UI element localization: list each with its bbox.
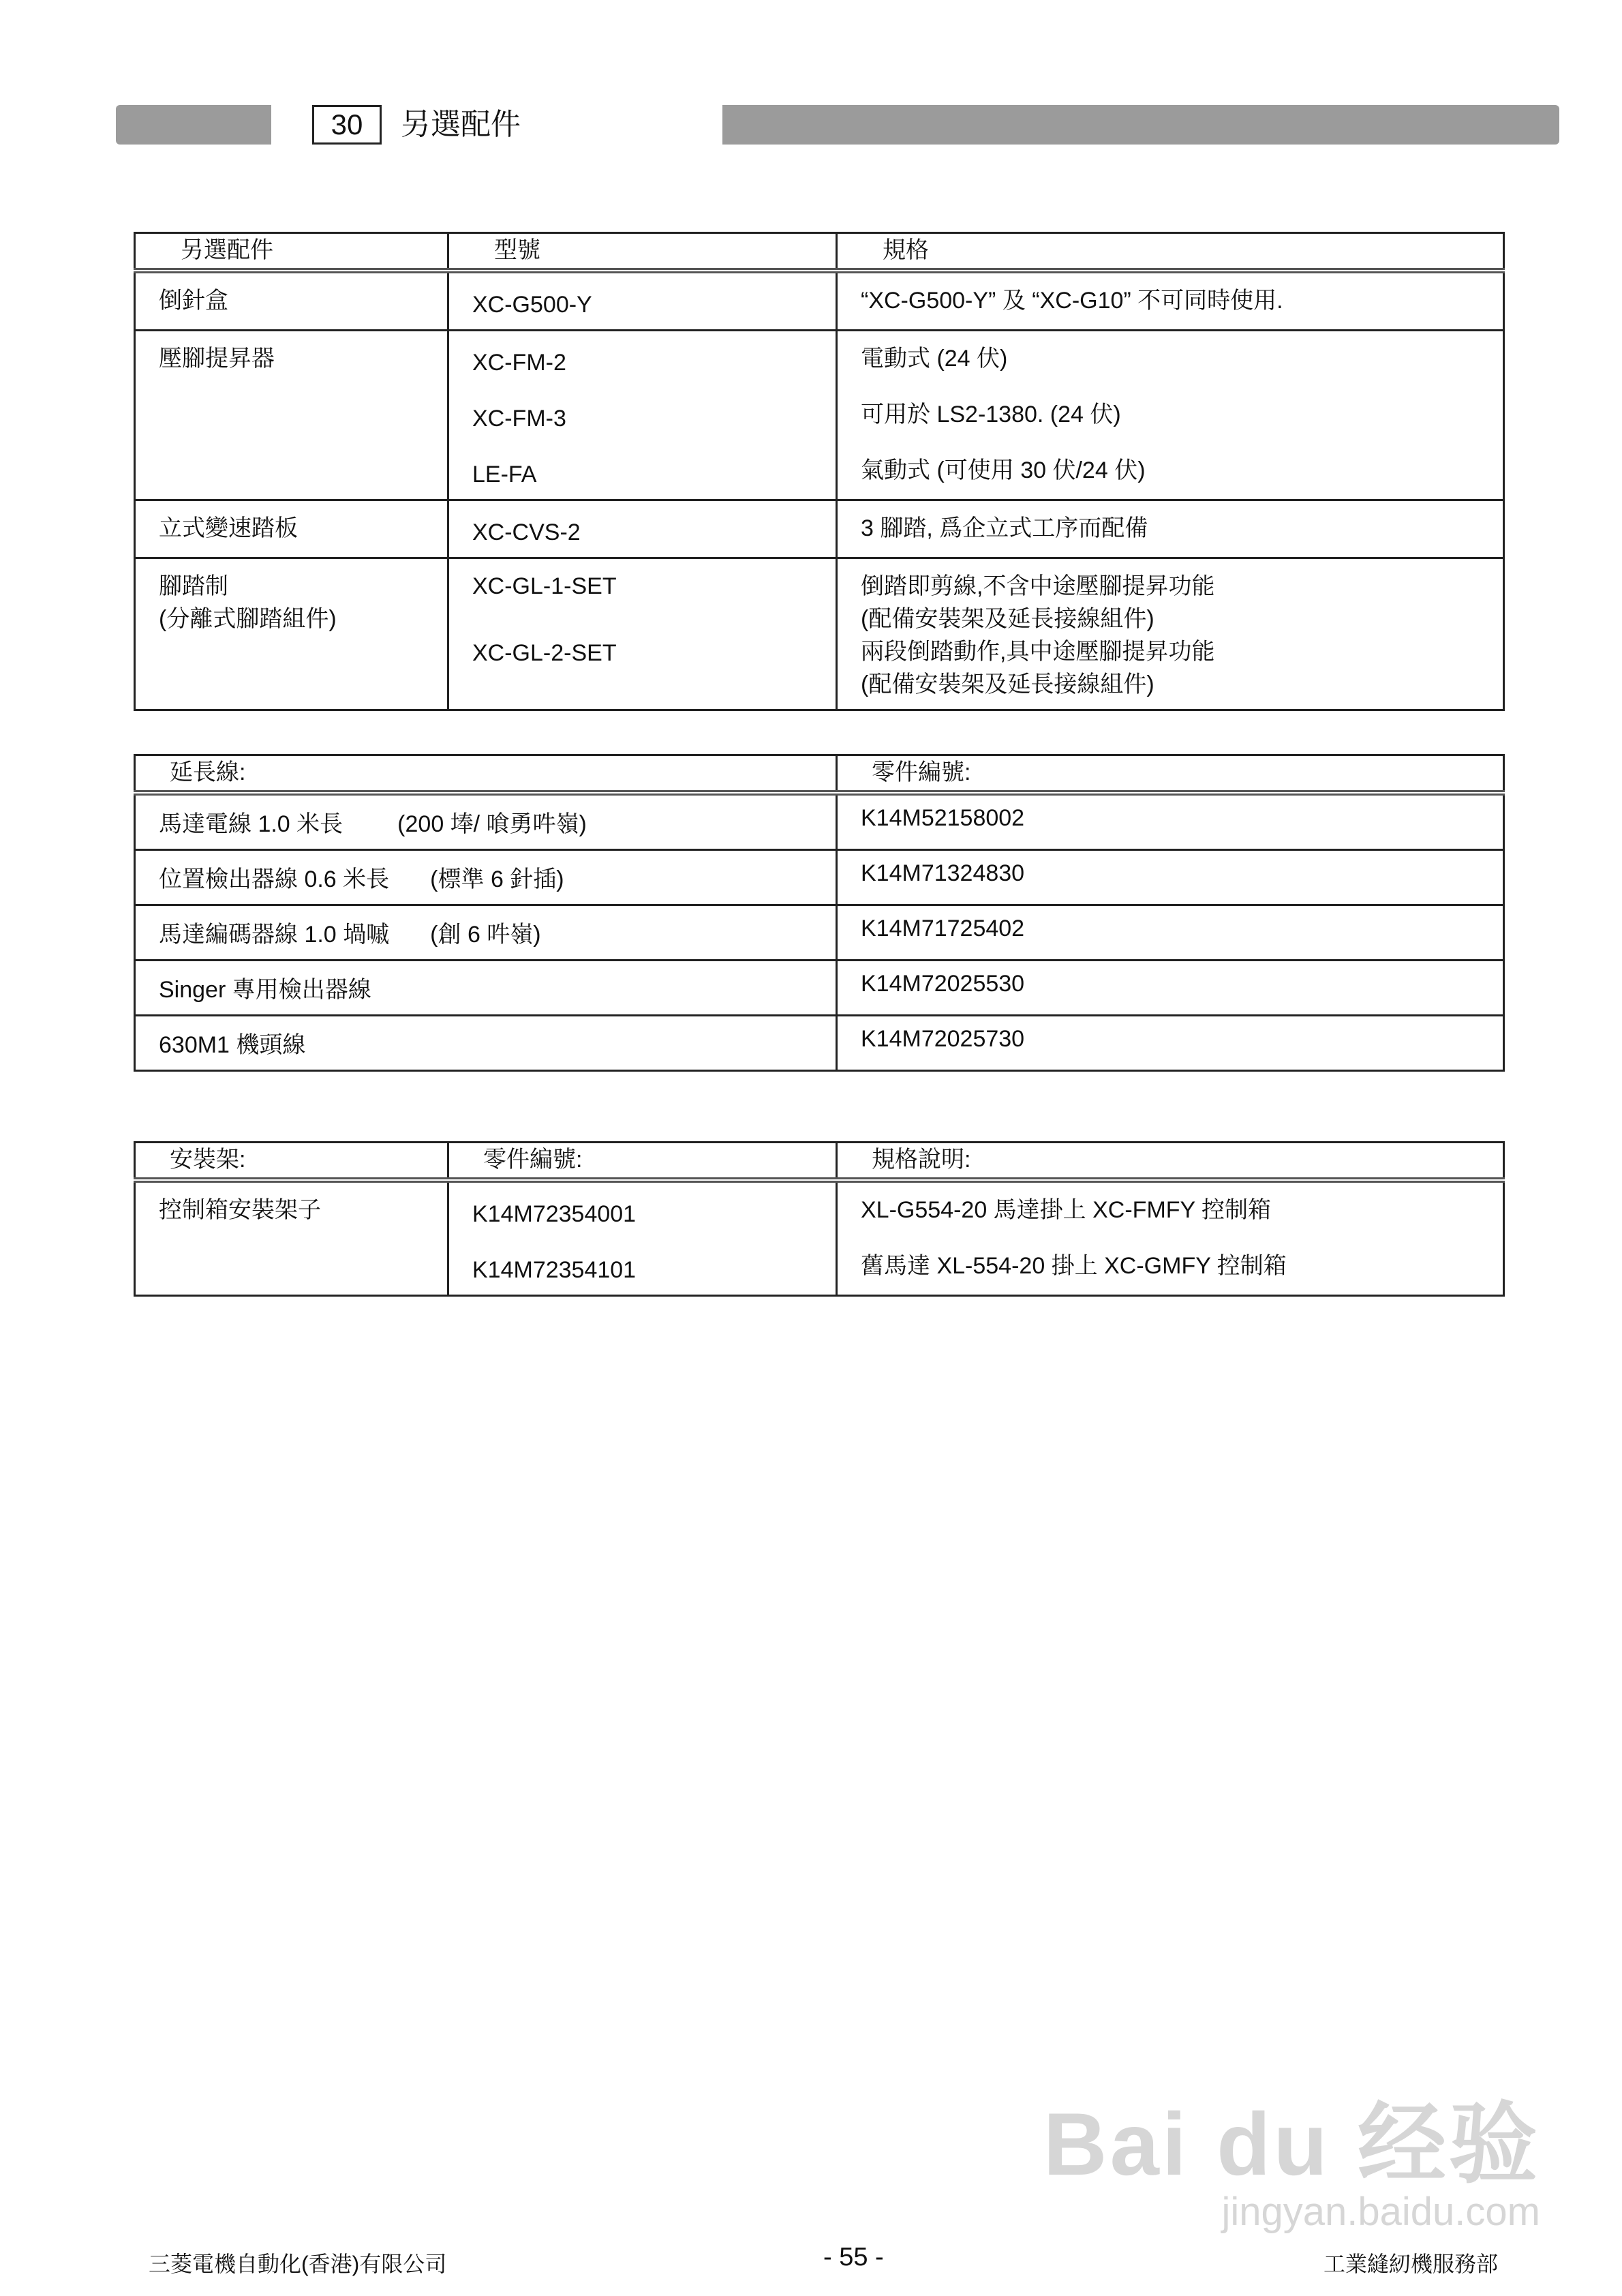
cable-part-no: K14M72025730 <box>837 1016 1504 1071</box>
option-model: XC-FM-2 XC-FM-3 LE-FA <box>448 331 837 500</box>
cable-part-no: K14M71725402 <box>837 905 1504 961</box>
header-part-no: 零件編號: <box>448 1143 837 1181</box>
cable-note: (創 6 吽嶺) <box>430 922 541 948</box>
option-model: XC-G500-Y <box>448 271 837 331</box>
watermark-logo: Bai du 经验 <box>1043 2094 1540 2194</box>
option-name: 壓腳提昇器 <box>135 331 448 500</box>
header-cable: 延長線: <box>135 755 837 794</box>
cable-name: 630M1 機頭線 <box>135 1016 837 1071</box>
baidu-watermark <box>1043 2094 1540 2236</box>
option-spec: “XC-G500-Y” 及 “XC-G10” 不可同時使用. <box>837 271 1504 331</box>
option-name: 腳踏制 (分離式腳踏組件) <box>135 558 448 710</box>
options-table-header <box>135 233 1504 271</box>
header-bar-left <box>116 105 271 145</box>
cable-name: 馬達編碼器線 1.0 堝嘁 (創 6 吽嶺) <box>135 905 837 961</box>
cable-name: 位置檢出器線 0.6 米長 (標準 6 針插) <box>135 850 837 905</box>
option-spec: 3 腳踏, 爲企立式工序而配備 <box>837 500 1504 558</box>
cable-note: (標準 6 針插) <box>430 866 564 892</box>
table-row <box>135 905 1504 961</box>
header-spec-desc: 規格說明: <box>837 1143 1504 1181</box>
bracket-table-header <box>135 1143 1504 1181</box>
bracket-name: 控制箱安裝架子 <box>135 1180 448 1296</box>
table-row <box>135 558 1504 710</box>
page-number: - 55 - <box>823 2243 884 2271</box>
options-table <box>134 232 1505 711</box>
header-option: 另選配件 <box>135 233 448 271</box>
cable-part-no: K14M72025530 <box>837 961 1504 1016</box>
section-title: 另選配件 <box>401 108 521 141</box>
header-model: 型號 <box>448 233 837 271</box>
cable-table <box>134 754 1505 1072</box>
table-row <box>135 271 1504 331</box>
option-name: 立式變速踏板 <box>135 500 448 558</box>
option-name: 倒針盒 <box>135 271 448 331</box>
footer-department: 工業縫紉機服務部 <box>1323 2252 1499 2276</box>
watermark-url: jingyan.baidu.com <box>1221 2190 1540 2234</box>
section-number: 30 <box>312 105 382 145</box>
table-row <box>135 1016 1504 1071</box>
table-row <box>135 500 1504 558</box>
cable-part-no: K14M71324830 <box>837 850 1504 905</box>
bracket-part-no: K14M72354001 K14M72354101 <box>448 1180 837 1296</box>
cable-part-no: K14M52158002 <box>837 793 1504 850</box>
option-model: XC-GL-1-SET XC-GL-2-SET <box>448 558 837 710</box>
bracket-table <box>134 1141 1505 1297</box>
option-spec: 倒踏即剪線,不含中途壓腳提昇功能 (配備安裝架及延長接線組件) 兩段倒踏動作,具中途壓腳提昇功能 (配備安裝架及延長接線組件) <box>837 558 1504 710</box>
cable-name: Singer 專用檢出器線 <box>135 961 837 1016</box>
header-part-no: 零件編號: <box>837 755 1504 794</box>
header-bar-right <box>722 105 1559 145</box>
header-bracket: 安裝架: <box>135 1143 448 1181</box>
table-row <box>135 961 1504 1016</box>
option-spec: 電動式 (24 伏) 可用於 LS2-1380. (24 伏) 氣動式 (可使用 30 伏/24 伏) <box>837 331 1504 500</box>
table-row <box>135 331 1504 500</box>
cable-table-header <box>135 755 1504 794</box>
table-row <box>135 793 1504 850</box>
table-row <box>135 850 1504 905</box>
header-spec: 規格 <box>837 233 1504 271</box>
footer-company: 三菱電機自動化(香港)有限公司 <box>149 2252 447 2276</box>
bracket-spec: XL-G554-20 馬達掛上 XC-FMFY 控制箱 舊馬達 XL-554-20 掛上 XC-GMFY 控制箱 <box>837 1180 1504 1296</box>
cable-note: (200 埲/ 喰勇吽嶺) <box>397 811 587 837</box>
option-model: XC-CVS-2 <box>448 500 837 558</box>
cable-name: 馬達電線 1.0 米長 (200 埲/ 喰勇吽嶺) <box>135 793 837 850</box>
table-row <box>135 1180 1504 1296</box>
